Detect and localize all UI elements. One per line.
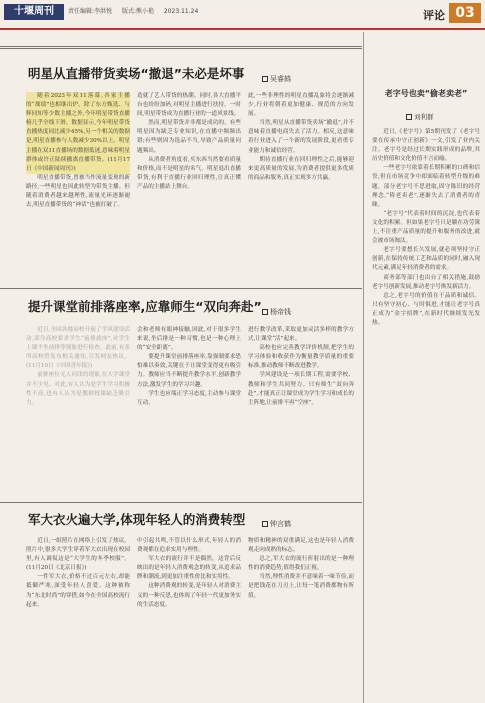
article-title: 明星从直播带货卖场“撤退”未必是坏事 — [28, 66, 245, 81]
article-column: 此,一些非理性的明星直播乱象将会逐渐减少,行业将朝着更加健康、规范的方向发展。 当然,明星从直播带货卖场“撤退”,并不意味着直播电商失去了活力。相反,这意味着行业进入了一个新的发展阶段,更看重专业能力和诚信经营。 期待直播行业在回归理性之后,能够迎来更高质量的发展,为消费者提供更多优质的商品和服务,真正实现多方共赢。 — [248, 93, 354, 181]
sidebar-commentary — [363, 32, 485, 703]
sidebar-title: 老字号也卖“偷老卖老” — [384, 89, 468, 98]
article-column: 近日,一组照片在网络上引发了热议。照片中,很多大学生穿着军大衣出现在校园里,有人调侃这是“大学生的冬季校服”。(11月20日《北京日报》) 一件军大衣,价格不过百元左右,却能抵御严寒,深受年轻人喜爱。这种被称为“东北时尚”的穿搭,如今在全国高校流行起来。 — [26, 538, 130, 608]
article-byline: 钟言鹤 — [262, 519, 291, 529]
designer-credit: 版式:熊小艳 — [121, 8, 154, 15]
article-column: 随着2023年双11落幕,各家主播的“战绩”也相继出炉。除了东方甄选、与辉同知等少数主播之外,今年明星带货直播榜几乎全线下滑。数据显示,今年明星带货直播热度同比减少45%,另一个相关的数据是,明星直播参与人数减少30%以上。明星主播在双11直播场的数据低迷,意味着明星群体或许正陆续撤离直播带货。(11月17日《中国新闻周刊》) 明星直播带货,曾被当作流量变现的新路径,一些明星也因此转型为带货主播。但随着消费者越来越理性,流量光环逐渐褪去,明星直播带货的“神话”也被打破了。 — [26, 93, 130, 209]
article-byline: 吴睿鸫 — [262, 74, 291, 84]
editor-credit: 责任编辑:李洪悦 — [68, 8, 113, 15]
article-divider — [0, 46, 362, 49]
article-column: 近日,全国各地高校开展了学风建设活动,部分高校要求学生“前排就座”,对学生上课不坐前排等现象进行检查。此前,有多所高校曾发布相关通知,引发网友热议。(11月19日《中国青年报》) 前排座位无人问津的现象,在大学课堂并不少见。对此,有人认为是学生学习积极性不高,也有人认为是教师授课缺乏吸引力。 — [26, 327, 130, 406]
section-name: 评论 — [423, 9, 445, 22]
issue-date: 2023.11.24 — [163, 8, 199, 15]
sidebar-body: 近日,《老字号》第5期刊发了《老字号要在传承中守正创新》一文,引发了业内关注。老字号是经过长期实践形成的品牌,其历史价值和文化价值不言而喻。 一些老字号依靠着长期积累的口碑和信誉,但在市场竞争中却面临着转型升级的难题。部分老字号不思进取,固守陈旧的经营理念,“倚老卖老”,逐渐失去了消费者的青睐。 “老字号”代表着时间的沉淀,也代表着文化的积累。但如果老字号只是躺在功劳簿上,不注重产品质量的提升和服务的改进,就会被市场淘汰。 老字号要想长久发展,就必须坚持守正创新,在保持传统工艺和品质的同时,融入现代元素,满足年轻消费者的需求。 商务部等部门也出台了相关措施,鼓励老字号创新发展,推动老字号焕发新活力。 总之,老字号的价值在于品质和诚信。只有坚守初心、与时俱进,才能让老字号真正成为“金字招牌”,在新时代继续发光发热。 — [372, 129, 480, 326]
article-divider — [0, 288, 362, 289]
article-column: 中引起共鸣,不管以什么形式,年轻人的消费观都在追求实用与理性。 军大衣的流行并不是偶然。这背后反映出的是年轻人消费观念的转变,从追求品牌和潮流,到更加注重性价比和实用性。 这种消费观的转变,是年轻人对消费主义的一种反思,也体现了年轻一代更加务实的生活态度。 — [137, 538, 241, 608]
article-divider — [0, 502, 362, 503]
article-column: 会和老师有眼神接触,因此,对于很多学生来说,坐后排是一种习惯,也是一种心理上的“安全距离”。 要提升课堂前排落座率,靠强制要求恐怕难以奏效,关键在于让课堂变得更有吸引力。教师应当不断提升教学水平,创新教学方法,激发学生的学习兴趣。 学生也应端正学习态度,主动参与课堂互动。 — [137, 327, 241, 406]
sidebar-byline: 刘利群 — [406, 112, 434, 121]
article-title: 提升课堂前排落座率,应靠师生“双向奔赴” — [28, 299, 262, 314]
article-column: 进行教学改革,采取更加灵活多样的教学方式,让课堂“活”起来。 高校也应完善教学评价机制,把学生的学习体验和收获作为衡量教学质量的重要标准,推动教师不断改进教学。 学风建设是一项长期工程,需要学校、教师和学生共同努力。只有师生“双向奔赴”,才能真正让课堂成为学生学习和成长的主阵地,让前排不再“空座”。 — [248, 327, 354, 406]
article-column: 物质和精神的双重满足,这也是年轻人消费观走向成熟的标志。 总之,军大衣的流行折射出的是一种理性的消费趋势,值得我们正视。 当然,理性消费并不意味着一味节俭,而是把钱花在刀刃上,让每一笔消费都物有所值。 — [248, 538, 354, 599]
article-column: 造就了艺人带货的热潮。同时,各大直播平台也纷纷加码,对明星主播进行扶持。一时间,明星带货成为直播行业的一道风景线。 然而,明星带货并非都是成功的。有些明星因为缺乏专业知识,在直播中频频出错;有些则因为选品不当,导致产品质量问题频出。 从消费者角度看,买东西当然要看质量和价格,而不是明星的名气。明星退出直播带货,有利于直播行业回归理性,让真正懂产品的主播站上舞台。 — [137, 93, 241, 190]
newspaper-brand: 十堰周刊 — [4, 4, 64, 20]
article-title: 军大衣火遍大学,体现年轻人的消费转型 — [28, 512, 246, 527]
main-articles — [0, 32, 362, 703]
page-number: 03 — [449, 3, 481, 23]
page-meta — [68, 6, 206, 15]
page-header — [0, 0, 485, 30]
article-byline: 杨帝钱 — [262, 307, 291, 317]
